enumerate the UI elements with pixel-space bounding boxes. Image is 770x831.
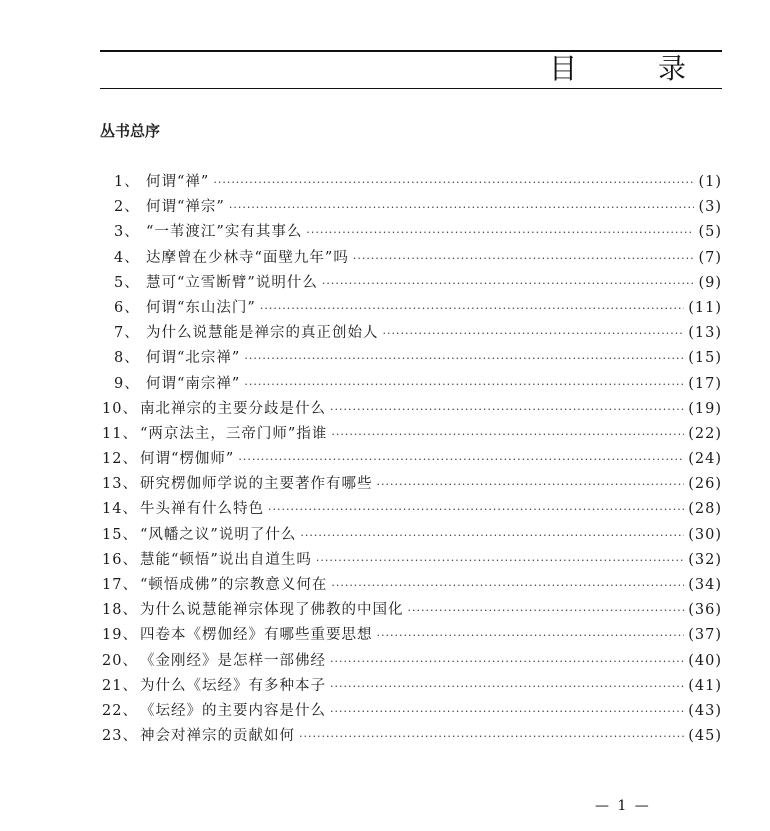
toc-entry-title: “顿悟成佛”的宗教意义何在	[140, 577, 328, 593]
toc-entry-title: 达摩曾在少林寺“面壁九年”吗	[146, 249, 349, 266]
toc-entry[interactable]	[100, 397, 722, 422]
toc-entry-title: 慧能“顿悟”说出自道生吗	[140, 551, 312, 568]
toc-entry-number: 20、	[102, 652, 138, 669]
toc-entry[interactable]	[100, 598, 722, 623]
toc-entry-page: (41)	[688, 677, 722, 694]
toc-leader-dots	[377, 623, 685, 648]
toc-entry-title: 牛头禅有什么特色	[140, 501, 264, 518]
toc-leader-dots	[330, 397, 684, 422]
page-number: — 1 —	[595, 798, 651, 814]
toc-entry-page: (36)	[688, 602, 722, 619]
toc-entry-page: (26)	[688, 476, 722, 493]
toc-entry-page: (30)	[688, 526, 722, 543]
toc-leader-dots	[229, 195, 695, 220]
toc-entry[interactable]	[100, 447, 722, 472]
toc-leader-dots	[408, 598, 685, 623]
title-underline	[100, 88, 722, 89]
toc-leader-dots	[353, 246, 695, 271]
toc-entry-page: (1)	[698, 174, 722, 190]
toc-entry-number: 14、	[102, 501, 138, 518]
toc-entry-number: 1、	[114, 174, 140, 190]
page-title: 目 录	[549, 52, 722, 85]
toc-entry-title: 《坛经》的主要内容是什么	[140, 702, 326, 719]
toc-entry-title: 何谓“禅”	[146, 174, 210, 190]
toc-entry-number: 23、	[102, 728, 138, 745]
toc-entry-number: 15、	[102, 526, 138, 543]
toc-entry-title: “两京法主，三帝门师”指谁	[140, 425, 328, 442]
toc-entry-number: 12、	[102, 451, 138, 468]
toc-entry-title: 何谓“东山法门”	[146, 299, 256, 316]
toc-entry-page: (17)	[688, 375, 722, 392]
toc-entry[interactable]	[100, 472, 722, 497]
toc-entry-page: (37)	[688, 627, 722, 644]
toc-entry[interactable]	[100, 346, 722, 371]
toc-entry-number: 11、	[102, 425, 138, 442]
toc-entry-number: 18、	[102, 602, 138, 619]
table-of-contents	[100, 170, 722, 749]
toc-entry-title: 为什么说慧能禅宗体现了佛教的中国化	[140, 602, 404, 619]
toc-entry-page: (15)	[688, 350, 722, 367]
toc-entry-title: 为什么说慧能是禅宗的真正创始人	[146, 325, 379, 342]
toc-entry[interactable]	[100, 674, 722, 699]
toc-entry-page: (5)	[698, 224, 722, 241]
toc-entry-page: (34)	[688, 577, 722, 593]
toc-entry-number: 22、	[102, 702, 138, 719]
toc-entry-number: 7、	[114, 325, 140, 342]
toc-entry-page: (22)	[688, 425, 722, 442]
toc-leader-dots	[330, 649, 684, 674]
toc-entry[interactable]	[100, 649, 722, 674]
toc-leader-dots	[299, 724, 684, 749]
toc-entry-number: 19、	[102, 627, 138, 644]
toc-entry-number: 13、	[102, 476, 138, 493]
toc-leader-dots	[300, 523, 684, 548]
toc-leader-dots	[330, 674, 684, 699]
toc-entry-number: 4、	[114, 249, 140, 266]
toc-entry-title: 何谓“禅宗”	[146, 199, 225, 216]
toc-entry-title: 何谓“北宗禅”	[146, 350, 241, 367]
toc-leader-dots	[330, 699, 684, 724]
toc-entry[interactable]	[100, 321, 722, 346]
toc-entry-page: (19)	[688, 400, 722, 417]
toc-entry-page: (45)	[688, 728, 722, 745]
toc-entry-title: 何谓“楞伽师”	[140, 451, 235, 468]
toc-entry-number: 3、	[114, 224, 140, 241]
toc-entry-page: (28)	[688, 501, 722, 518]
toc-entry-title: 为什么《坛经》有多种本子	[140, 677, 326, 694]
toc-entry[interactable]	[100, 548, 722, 573]
toc-leader-dots	[316, 548, 684, 573]
toc-leader-dots	[383, 321, 685, 346]
toc-leader-dots	[268, 497, 684, 522]
toc-entry-number: 6、	[114, 299, 140, 316]
toc-leader-dots	[306, 220, 694, 245]
toc-entry[interactable]	[100, 372, 722, 397]
toc-entry-number: 2、	[114, 199, 140, 216]
toc-entry[interactable]	[100, 246, 722, 271]
toc-entry-page: (13)	[688, 325, 722, 342]
toc-entry-title: “一苇渡江”实有其事么	[146, 224, 303, 241]
toc-leader-dots	[377, 472, 685, 497]
toc-entry-page: (43)	[688, 702, 722, 719]
toc-entry-number: 10、	[102, 400, 138, 417]
toc-entry[interactable]	[100, 271, 722, 296]
toc-entry-number: 5、	[114, 274, 140, 291]
toc-leader-dots	[331, 573, 684, 598]
toc-entry-page: (11)	[688, 299, 722, 316]
toc-entry-title: 四卷本《楞伽经》有哪些重要思想	[140, 627, 373, 644]
toc-entry[interactable]	[100, 497, 722, 522]
toc-entry-page: (40)	[688, 652, 722, 669]
toc-entry-number: 17、	[102, 577, 138, 593]
toc-entry-title: 神会对禅宗的贡献如何	[140, 728, 295, 745]
toc-leader-dots	[238, 447, 684, 472]
toc-entry[interactable]	[100, 296, 722, 321]
toc-entry[interactable]	[100, 220, 722, 245]
toc-entry-number: 21、	[102, 677, 138, 694]
toc-leader-dots	[322, 271, 695, 296]
toc-leader-dots	[260, 296, 684, 321]
toc-entry-number: 9、	[114, 375, 140, 392]
toc-entry-title: 何谓“南宗禅”	[146, 375, 241, 392]
toc-entry-number: 8、	[114, 350, 140, 367]
toc-entry[interactable]	[100, 195, 722, 220]
toc-entry-page: (32)	[688, 551, 722, 568]
toc-entry-title: 《金刚经》是怎样一部佛经	[140, 652, 326, 669]
toc-entry[interactable]	[100, 724, 722, 749]
toc-entry[interactable]	[100, 573, 722, 598]
preface-heading: 丛书总序	[100, 122, 161, 140]
toc-entry-page: (7)	[698, 249, 722, 266]
toc-leader-dots	[244, 372, 684, 397]
toc-entry-title: 南北禅宗的主要分歧是什么	[140, 400, 326, 417]
toc-entry[interactable]	[100, 523, 722, 548]
toc-entry-number: 16、	[102, 551, 138, 568]
toc-entry[interactable]	[100, 699, 722, 724]
toc-entry-title: “风幡之议”说明了什么	[140, 526, 297, 543]
toc-entry-page: (24)	[688, 451, 722, 468]
toc-entry-title: 研究楞伽师学说的主要著作有哪些	[140, 476, 373, 493]
toc-leader-dots	[213, 170, 694, 195]
toc-entry[interactable]	[100, 623, 722, 648]
toc-entry-page: (9)	[698, 274, 722, 291]
toc-entry-page: (3)	[698, 199, 722, 216]
toc-leader-dots	[331, 422, 684, 447]
toc-entry-title: 慧可“立雪断臂”说明什么	[146, 274, 318, 291]
toc-entry[interactable]	[100, 170, 722, 195]
toc-leader-dots	[244, 346, 684, 371]
toc-entry[interactable]	[100, 422, 722, 447]
